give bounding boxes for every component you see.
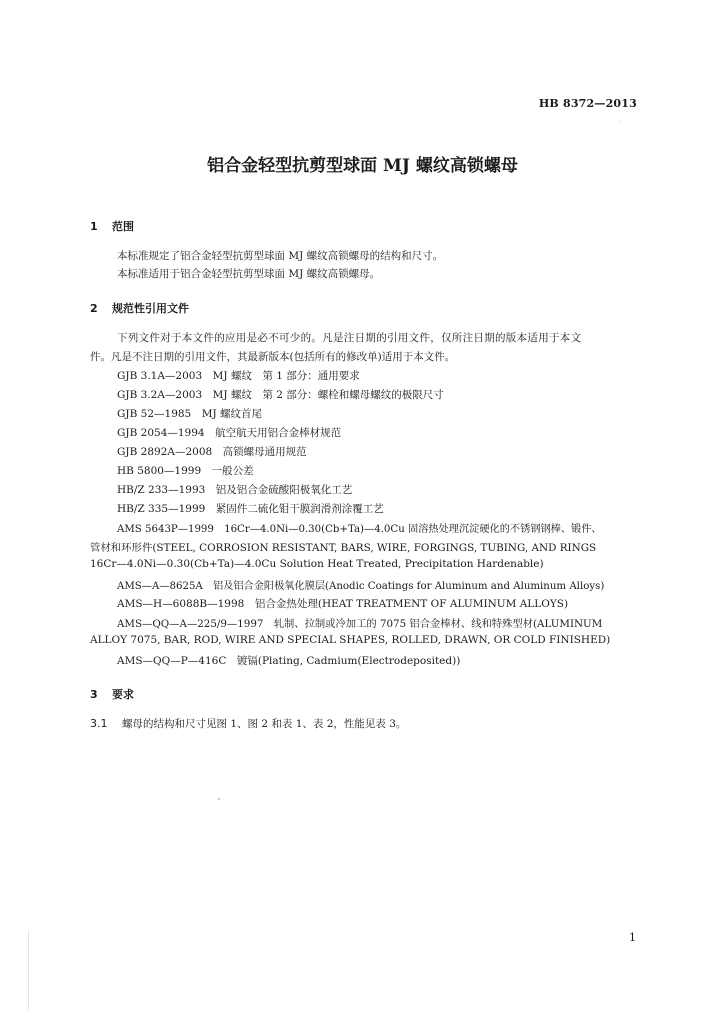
reference-item: GJB 3.2A—2003 MJ 螺纹 第 2 部分：螺栓和螺母螺纹的极限尺寸 (117, 389, 444, 401)
reference-item-continuation: ALLOY 7075, BAR, ROD, WIRE AND SPECIAL SHAPES, ROLLED, DRAWN, OR COLD FINISHED) (90, 634, 611, 646)
reference-item: AMS—QQ—A—225/9—1997 轧制、拉制或冷加工的 7075 铝合金棒材、线和特殊型材(ALUMINUM (117, 618, 603, 630)
reference-item: AMS 5643P—1999 16Cr—4.0Ni—0.30(Cb+Ta)—4.0Cu 固溶热处理沉淀硬化的不锈钢钢棒、锻件、 (117, 524, 602, 535)
standard-number: HB 8372—2013 (538, 97, 637, 110)
reference-item: GJB 3.1A—2003 MJ 螺纹 第 1 部分：通用要求 (117, 370, 360, 382)
reference-item: HB/Z 335—1999 紧固件二硫化钼干膜润滑剂涂覆工艺 (117, 503, 384, 515)
document-title: 铝合金轻型抗剪型球面 MJ 螺纹高锁螺母 (207, 156, 518, 176)
reference-item: HB/Z 233—1993 铝及铝合金硫酸阳极氧化工艺 (117, 484, 353, 496)
clause-3-1-text: 螺母的结构和尺寸见图 1、图 2 和表 1、表 2，性能见表 3。 (122, 718, 407, 730)
clause-3-1 (90, 716, 406, 731)
section-1-number: 1 (90, 220, 98, 233)
section-2-intro-line-1: 下列文件对于本文件的应用是必不可少的。凡是注日期的引用文件，仅所注日期的版本适用于本文 (117, 332, 582, 344)
reference-item: HB 5800—1999 一般公差 (117, 465, 254, 477)
reference-item: AMS—H—6088B—1998 铝合金热处理(HEAT TREATMENT OF ALUMINUM ALLOYS) (117, 598, 569, 610)
section-2-intro-line-2: 件。凡是不注日期的引用文件，其最新版本(包括所有的修改单)适用于本文件。 (90, 351, 456, 363)
section-3-number: 3 (90, 688, 98, 701)
page-number: 1 (629, 931, 636, 944)
reference-item-continuation: 管材和环形件(STEEL, CORROSION RESISTANT, BARS, WIRE, FORGINGS, TUBING, AND RINGS (90, 542, 597, 554)
section-3-heading (90, 686, 134, 702)
section-1-title: 范围 (112, 220, 134, 233)
section-2-title: 规范性引用文件 (112, 302, 189, 315)
scan-edge-line (28, 930, 29, 1010)
section-1-heading (90, 218, 134, 234)
reference-item: AMS—A—8625A 铝及铝合金阳极氧化膜层(Anodic Coatings for Aluminum and Aluminum Alloys) (117, 581, 605, 592)
section-2-number: 2 (90, 302, 98, 315)
section-1-line-1: 本标准规定了铝合金轻型抗剪型球面 MJ 螺纹高锁螺母的结构和尺寸。 (117, 250, 444, 262)
reference-item: GJB 2892A—2008 高锁螺母通用规范 (117, 446, 307, 458)
clause-3-1-number: 3.1 (90, 717, 108, 730)
section-1-line-2: 本标准适用于铝合金轻型抗剪型球面 MJ 螺纹高锁螺母。 (117, 268, 381, 280)
scan-speck (620, 121, 621, 122)
reference-item: AMS—QQ—P—416C 镀镉(Plating, Cadmium(Electrodeposited)) (117, 655, 461, 667)
reference-item-continuation: 16Cr—4.0Ni—0.30(Cb+Ta)—4.0Cu Solution Heat Treated, Precipitation Hardenable) (90, 558, 544, 570)
section-3-title: 要求 (112, 688, 134, 701)
section-2-heading (90, 300, 189, 316)
scan-speck (218, 798, 220, 800)
reference-item: GJB 2054—1994 航空航天用铝合金棒材规范 (117, 427, 342, 439)
reference-item: GJB 52—1985 MJ 螺纹首尾 (117, 408, 263, 420)
